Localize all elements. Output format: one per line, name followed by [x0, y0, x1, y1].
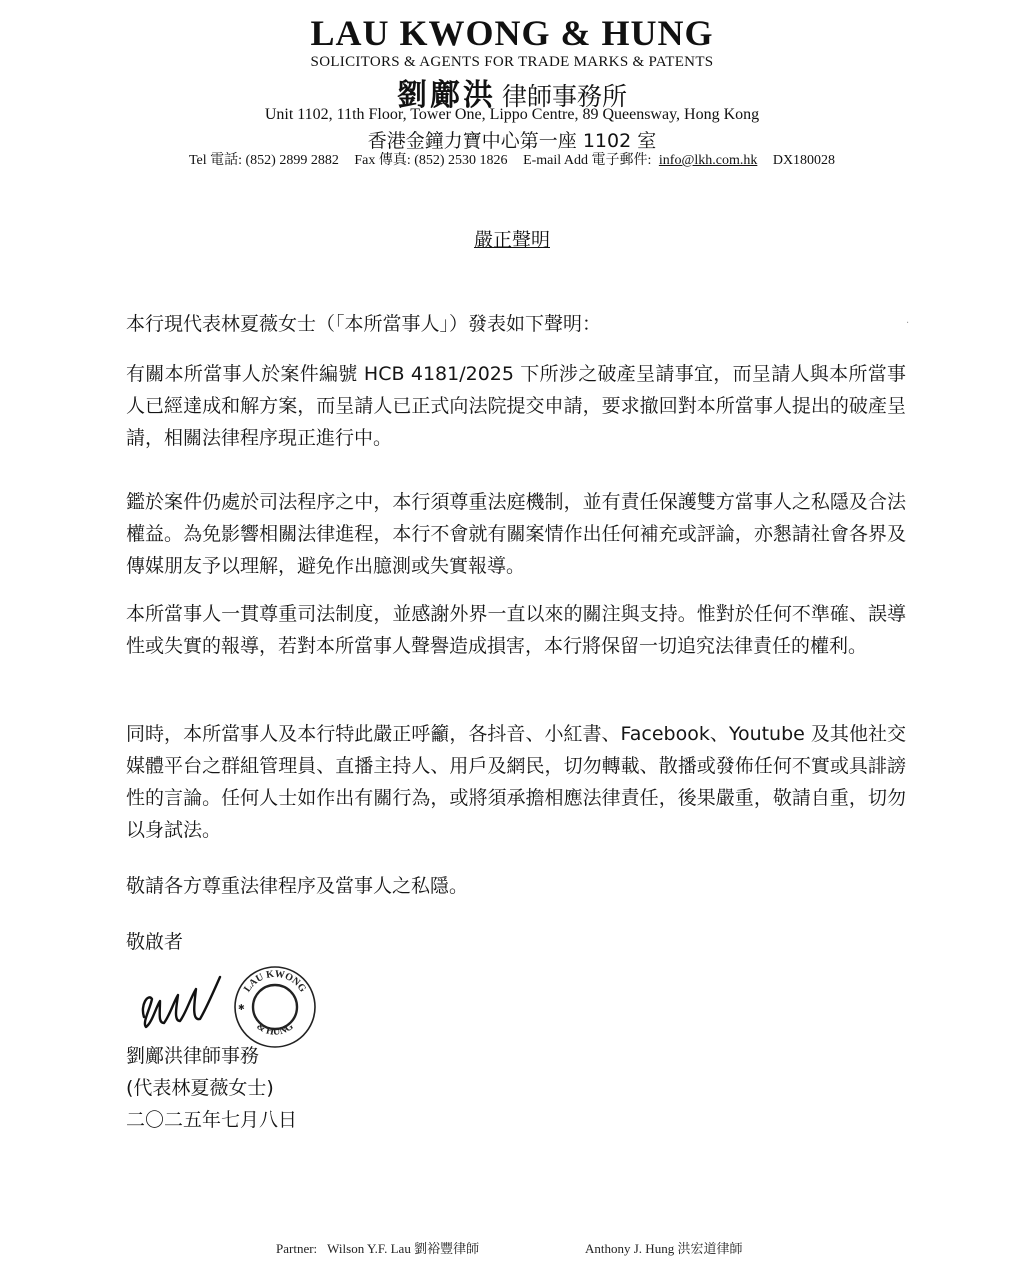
svg-text:✱: ✱: [238, 1003, 245, 1012]
firm-name: LAU KWONG & HUNG: [310, 13, 714, 53]
email-label: E-mail Add 電子郵件:: [523, 153, 652, 168]
email-link[interactable]: info@lkh.com.hk: [658, 153, 758, 168]
telephone: Tel 電話: (852) 2899 2882: [188, 153, 339, 168]
company-seal-stamp: [232, 964, 318, 1050]
paragraph-2: 鑑於案件仍處於司法程序之中，本行須尊重法庭機制，並有責任保護雙方當事人之私隱及合法權益。為免影響相關法律進程，本行不會就有關案情作出任何補充或評論，亦懇請社會各界及傳媒朋友予以理解，避免作出臆測或失實報導。: [126, 491, 906, 577]
partner-left: [276, 1238, 479, 1257]
fax: Fax 傳真: (852) 2530 1826: [354, 153, 508, 168]
svg-text:& HUNG: & HUNG: [254, 1020, 296, 1038]
firm-type-cn: 律師事務所: [501, 82, 627, 111]
closing-salutation: 敬啟者: [126, 931, 184, 953]
paragraph-3: 本所當事人一貫尊重司法制度，並感謝外界一直以來的關注與支持。惟對於任何不準確、誤導性或失實的報導，若對本所當事人聲譽造成損害，本行將保留一切追究法律責任的權利。: [126, 603, 906, 657]
signature-block: [126, 1040, 297, 1136]
address-english: Unit 1102, 11th Floor, Tower One, Lippo Centre, 89 Queensway, Hong Kong: [264, 106, 760, 123]
document-title: 嚴正聲明: [473, 229, 550, 251]
address-chinese: 香港金鐘力寶中心第一座 1102 室: [367, 130, 657, 152]
partner-1: Wilson Y.F. Lau 劉裕豐律師: [327, 1241, 480, 1256]
intro-paragraph: 本行現代表林夏薇女士（「本所當事人」）發表如下聲明：: [126, 313, 602, 335]
paragraph-5: 敬請各方尊重法律程序及當事人之私隱。: [126, 875, 469, 897]
partner-2: Anthony J. Hung 洪宏道律師: [585, 1241, 743, 1256]
margin-mark: ·: [906, 318, 910, 329]
paragraph-1: 有關本所當事人於案件編號 HCB 4181/2025 下所涉之破產呈請事宜，而呈請人與本所當事人已經達成和解方案，而呈請人已正式向法院提交申請，要求撤回對本所當事人提出的破產呈請，相關法律程序現正進行中。: [126, 363, 906, 449]
letter-date: 二〇二五年七月八日: [126, 1109, 298, 1131]
firm-name-cn: 劉鄺洪: [396, 78, 496, 113]
firm-subtitle: SOLICITORS & AGENTS FOR TRADE MARKS & PATENTS: [310, 54, 714, 70]
dx-number: DX180028: [772, 153, 836, 168]
svg-text:LAU KWONG: LAU KWONG: [241, 968, 309, 995]
on-behalf-of: (代表林夏薇女士): [126, 1077, 274, 1099]
signer-name: 劉鄺洪律師事務: [126, 1045, 260, 1067]
partner-label: Partner:: [276, 1241, 318, 1256]
paragraph-4: 同時，本所當事人及本行特此嚴正呼籲，各抖音、小紅書、Facebook、Youtube 及其他社交媒體平台之群組管理員、直播主持人、用戶及網民，切勿轉載、散播或發佈任何不實或具誹謗性的言論。任何人士如作出有關行為，或將須承擔相應法律責任，後果嚴重，敬請自重，切勿以身試法。: [126, 723, 906, 841]
contact-line: [0, 149, 1024, 169]
